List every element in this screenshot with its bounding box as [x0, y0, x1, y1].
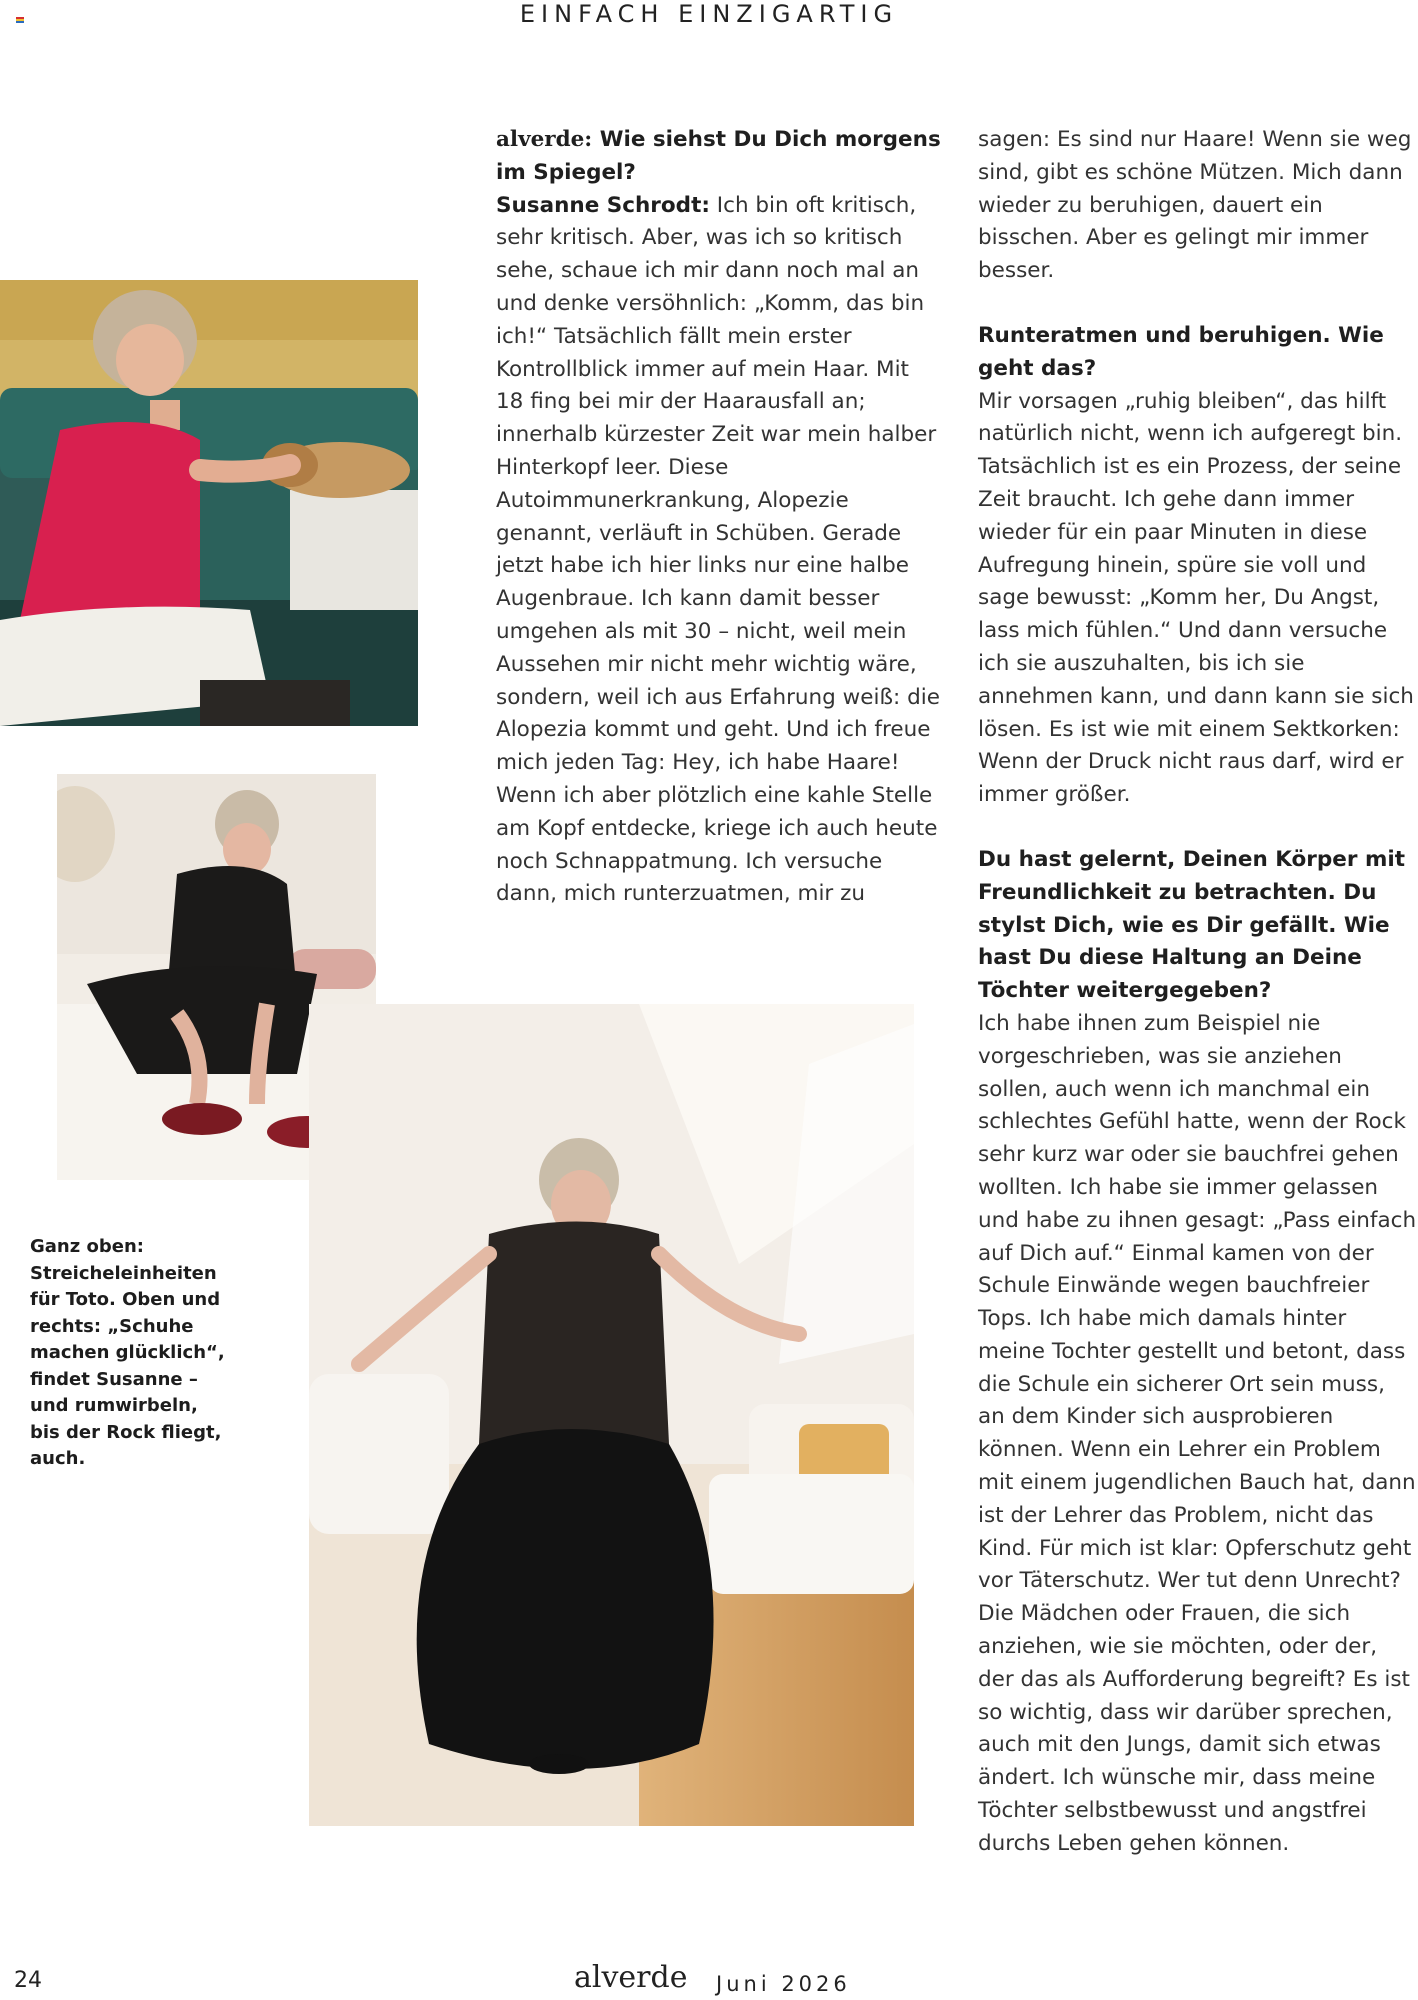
photo-caption: Ganz oben: Streicheleinheiten für Toto. Oben und rechts: „Schuhe machen glücklich“, findet Susanne – und rumwirbeln, bis der Rock fliegt, auch. — [30, 1236, 225, 1469]
footer-brand-logo: alverde — [574, 1960, 688, 1995]
photo-sofa-dog-art — [0, 280, 418, 726]
answer-1: Ich bin oft kritisch, sehr kritisch. Aber, was ich so kritisch sehe, schaue ich mir dann noch mal an und denke versöhnlich: „Komm, das bin ich!“ Tatsächlich fällt mein erster Kontrollblick immer auf mein Haar. Mit 18 fing bei mir der Haarausfall an; innerhalb kürzester Zeit war mein halber Hinterkopf leer. Diese Autoimmunerkrankung, Alopezie genannt, verläuft in Schüben. Gerade jetzt habe ich hier links nur eine halbe Augenbraue. Ich kann damit besser umgehen als mit 30 – nicht, weil mein Aussehen mir nicht mehr wichtig wäre, sondern, weil ich aus Erfahrung weiß: die Alopezia kommt und geht. Und ich freue mich jeden Tag: Hey, ich habe Haare! Wenn ich aber plötzlich eine kahle Stelle am Kopf entdecke, kriege ich auch heute noch Schnappatmung. Ich versuche dann, mich runterzuatmen, mir zu — [496, 192, 940, 907]
speaker-label: Susanne Schrodt: — [496, 192, 710, 218]
photo-sofa-dog — [0, 280, 418, 726]
answer-3: Ich habe ihnen zum Beispiel nie vorgeschrieben, was sie anziehen sollen, auch wenn ich manchmal ein schlechtes Gefühl hatte, wenn der Rock sehr kurz war oder sie bauchfrei gehen wollten. Ich habe sie immer gelassen und habe zu ihnen gesagt: „Pass einfach auf Dich auf.“ Einmal kamen von der Schule Einwände wegen bauchfreier Tops. Ich habe mich damals hinter meine Tochter gestellt und betont, dass die Schule ein sicherer Ort sein muss, an dem Kinder sich ausprobieren können. Wenn ein Lehrer ein Problem mit einem jugendlichen Bauch hat, dann ist der Lehrer das Problem, nicht das Kind. Für mich ist klar: Opferschutz geht vor Täterschutz. Wer tut denn Unrecht? Die Mädchen oder Frauen, die sich anziehen, wie sie möchten, oder der, der das als Aufforderung begreift? Es ist so wichtig, dass wir darüber sprechen, auch mit den Jungs, damit sich etwas ändert. Ich wünsche mir, dass meine Töchter selbstbewusst und angstfrei durchs Leben gehen können. — [978, 1010, 1417, 1856]
section-title: EINFACH EINZIGARTIG — [519, 0, 899, 28]
interviewer-label: alverde: — [496, 127, 593, 152]
issue-date: Juni 2026 — [716, 1972, 851, 1996]
answer-1-continued: sagen: Es sind nur Haare! Wenn sie weg sind, gibt es schöne Mützen. Mich dann wieder zu beruhigen, dauert ein bisschen. Aber es gelingt mir immer besser. — [978, 127, 1412, 284]
photo-twirling-skirt-art — [309, 1004, 914, 1826]
page-number: 24 — [14, 1968, 42, 1993]
question-3: Du hast gelernt, Deinen Körper mit Freundlichkeit zu betrachten. Du stylst Dich, wie es Dir gefällt. Wie hast Du diese Haltung an Deine Töchter weitergegeben? — [978, 846, 1406, 1004]
column-2 — [978, 124, 1418, 1861]
question-1: Wie siehst Du Dich morgens im Spiegel? — [496, 127, 941, 185]
answer-2: Mir vorsagen „ruhig bleiben“, das hilft natürlich nicht, wenn ich aufgeregt bin. Tatsächlich ist es ein Prozess, der seine Zeit braucht. Ich gehe dann immer wieder für ein paar Minuten in diese Aufregung hinein, spüre sie voll und sage bewusst: „Komm her, Du Angst, lass mich fühlen.“ Und dann versuche ich sie auszuhalten, bis ich sie annehmen kann, und dann kann sie sich lösen. Es ist wie mit einem Sektkorken: Wenn der Druck nicht raus darf, wird er immer größer. — [978, 388, 1414, 808]
question-2: Runteratmen und beruhigen. Wie geht das? — [978, 322, 1384, 381]
column-1 — [496, 124, 941, 911]
photo-twirling-skirt — [309, 1004, 914, 1826]
